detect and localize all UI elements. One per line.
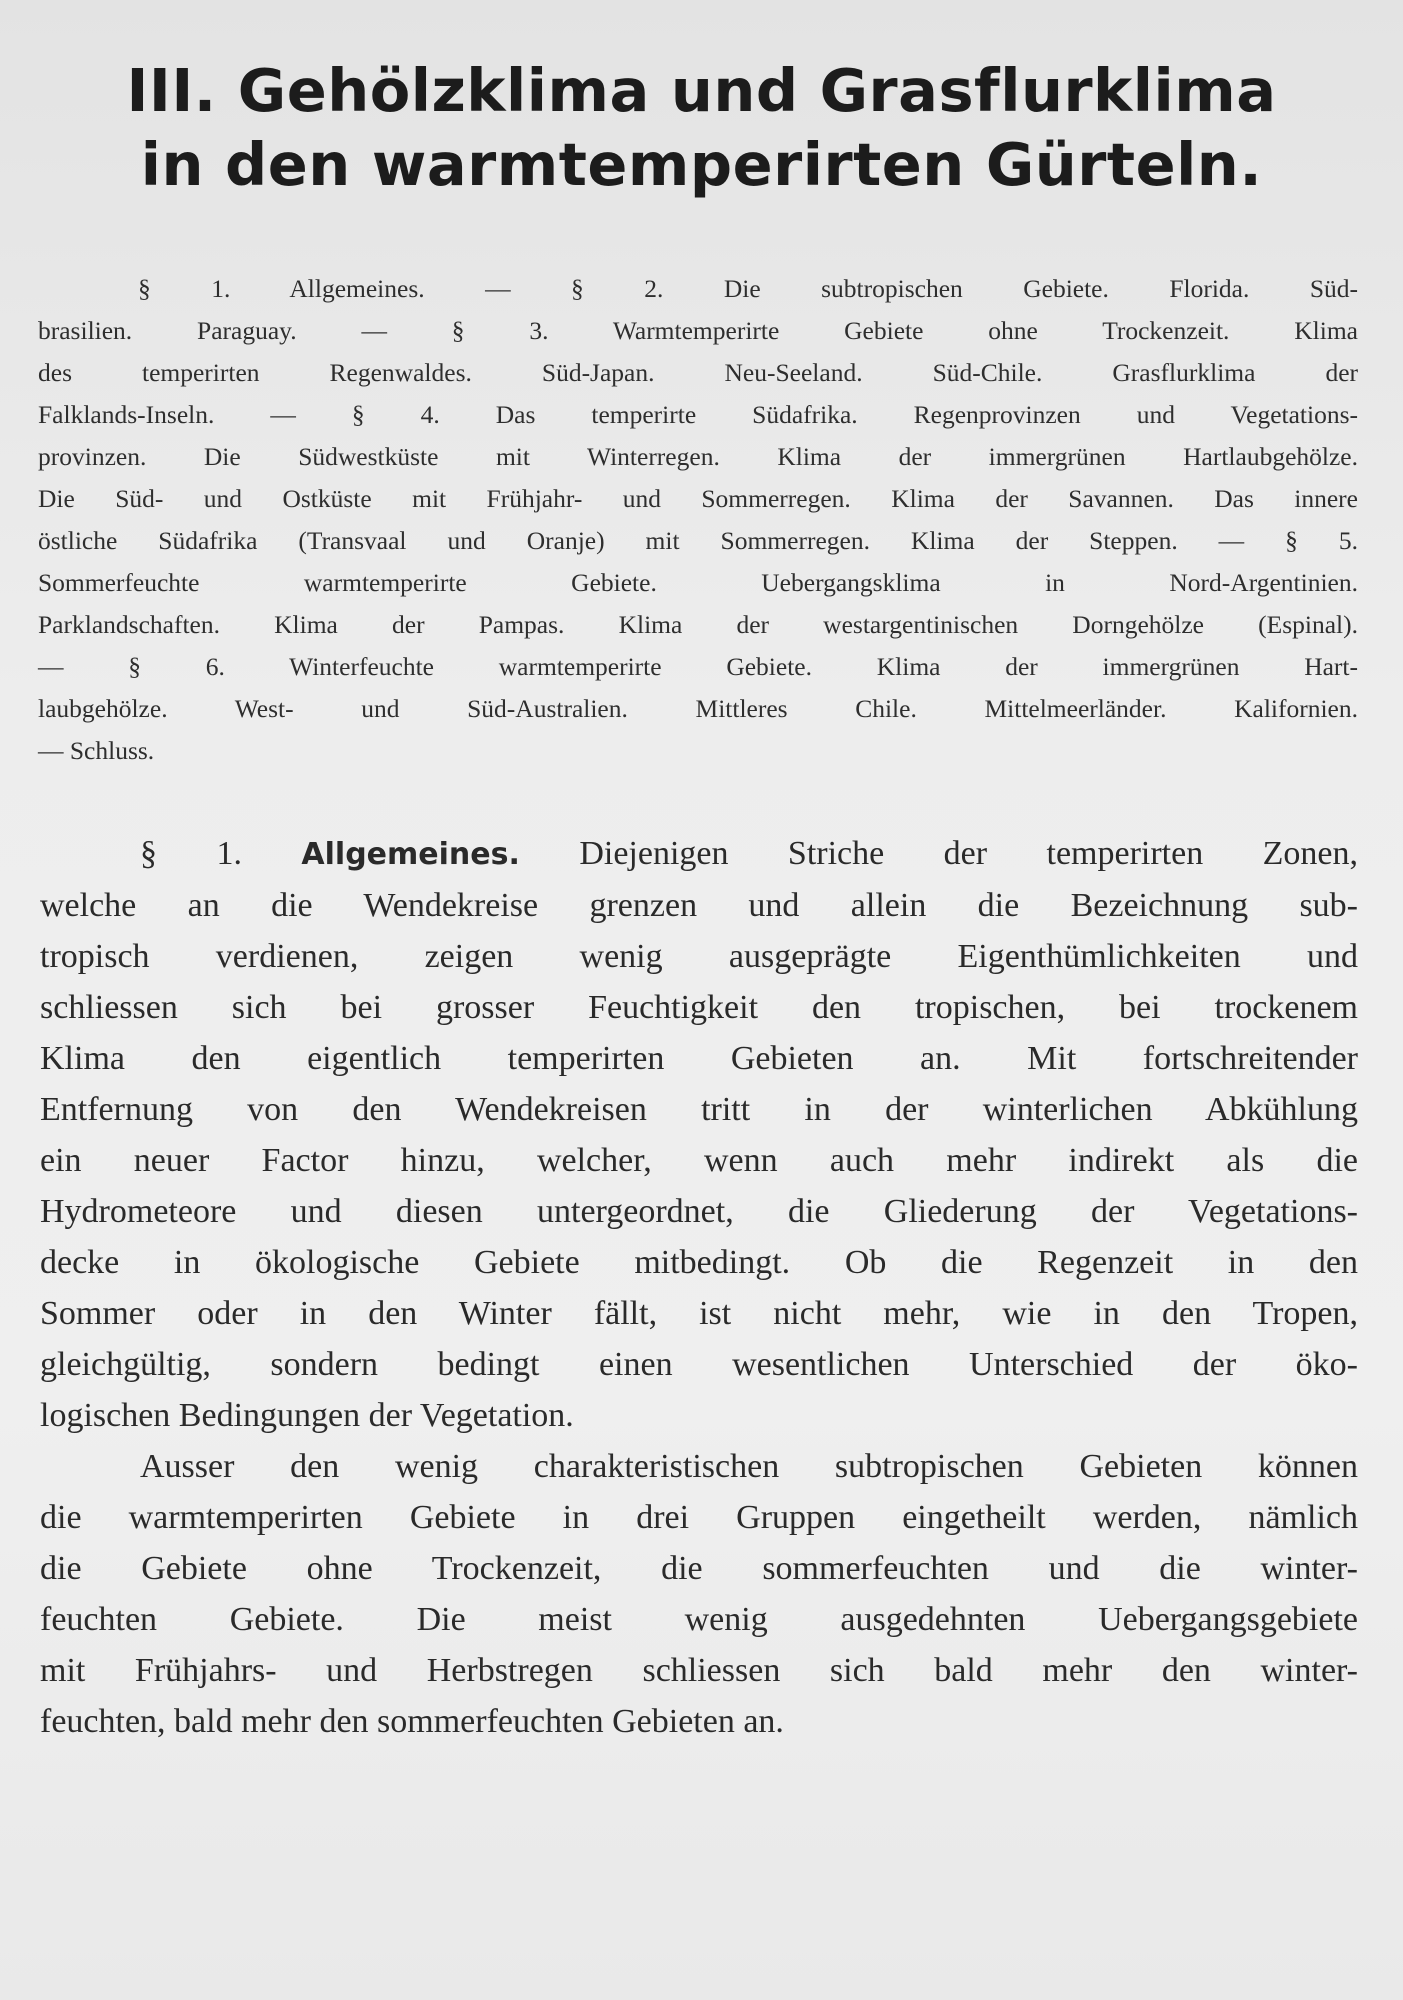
summary-line: östliche Südafrika (Transvaal und Oranje) mit Sommerregen. Klima der Steppen. — § 5.: [38, 526, 1358, 555]
paragraph-line: feuchten, bald mehr den sommerfeuchten Gebieten an.: [40, 1703, 784, 1740]
paragraph-line: ein neuer Factor hinzu, welcher, wenn auch mehr indirekt als die: [40, 1142, 1358, 1179]
section-number: § 1.: [140, 835, 242, 872]
paragraph-line: logischen Bedingungen der Vegetation.: [40, 1397, 574, 1434]
paragraph-line: Sommer oder in den Winter fällt, ist nicht mehr, wie in den Tropen,: [40, 1295, 1358, 1332]
paragraph-line: Ausser den wenig charakteristischen subtropischen Gebieten können: [140, 1448, 1358, 1485]
paragraph-line: mit Frühjahrs- und Herbstregen schliessen sich bald mehr den winter-: [40, 1652, 1358, 1689]
paragraph-line: Diejenigen Striche der temperirten Zonen,: [579, 835, 1359, 872]
paragraph-line: Klima den eigentlich temperirten Gebieten an. Mit fortschreitender: [40, 1040, 1358, 1077]
summary-line: laubgehölze. West- und Süd-Australien. Mittleres Chile. Mittelmeerländer. Kalifornien.: [38, 694, 1358, 723]
section-heading: Allgemeines.: [301, 837, 520, 872]
paragraph-line: die Gebiete ohne Trockenzeit, die sommerfeuchten und die winter-: [40, 1550, 1358, 1587]
summary-line: Sommerfeuchte warmtemperirte Gebiete. Uebergangsklima in Nord-Argentinien.: [38, 568, 1358, 597]
paragraph-line: Hydrometeore und diesen untergeordnet, die Gliederung der Vegetations-: [40, 1193, 1358, 1230]
summary-line: provinzen. Die Südwestküste mit Winterregen. Klima der immergrünen Hartlaubgehölze.: [38, 442, 1358, 471]
summary-line: Die Süd- und Ostküste mit Frühjahr- und Sommerregen. Klima der Savannen. Das innere: [38, 484, 1358, 513]
paragraph-line: Entfernung von den Wendekreisen tritt in der winterlichen Abkühlung: [40, 1091, 1358, 1128]
chapter-title-line-1: III. Gehölzklima und Grasflurklima: [126, 56, 1277, 125]
summary-line: Parklandschaften. Klima der Pampas. Klima der westargentinischen Dorngehölze (Espinal).: [38, 610, 1358, 639]
summary-line: — § 6. Winterfeuchte warmtemperirte Gebiete. Klima der immergrünen Hart-: [38, 652, 1358, 681]
paragraph-line: tropisch verdienen, zeigen wenig ausgeprägte Eigenthümlichkeiten und: [40, 938, 1358, 975]
summary-line: des temperirten Regenwaldes. Süd-Japan. Neu-Seeland. Süd-Chile. Grasflurklima der: [38, 358, 1358, 387]
paragraph-line: gleichgültig, sondern bedingt einen wesentlichen Unterschied der öko-: [40, 1346, 1358, 1383]
paragraph-line: die warmtemperirten Gebiete in drei Gruppen eingetheilt werden, nämlich: [40, 1499, 1358, 1536]
summary-line: § 1. Allgemeines. — § 2. Die subtropischen Gebiete. Florida. Süd-: [138, 274, 1358, 303]
paragraph-line: feuchten Gebiete. Die meist wenig ausgedehnten Uebergangsgebiete: [40, 1601, 1358, 1638]
summary-line: Falklands-Inseln. — § 4. Das temperirte Südafrika. Regenprovinzen und Vegetations-: [38, 400, 1358, 429]
summary-line: brasilien. Paraguay. — § 3. Warmtemperirte Gebiete ohne Trockenzeit. Klima: [38, 316, 1358, 345]
section-body: [40, 828, 1358, 1747]
section-first-line: [40, 828, 1358, 880]
summary-line: — Schluss.: [38, 736, 155, 765]
chapter-summary: [38, 268, 1358, 772]
chapter-title: [0, 54, 1403, 202]
paragraph-line: welche an die Wendekreise grenzen und allein die Bezeichnung sub-: [40, 887, 1358, 924]
paragraph-line: decke in ökologische Gebiete mitbedingt. Ob die Regenzeit in den: [40, 1244, 1358, 1281]
paragraph-line: schliessen sich bei grosser Feuchtigkeit den tropischen, bei trockenem: [40, 989, 1358, 1026]
chapter-title-line-2: in den warmtemperirten Gürteln.: [140, 130, 1263, 199]
